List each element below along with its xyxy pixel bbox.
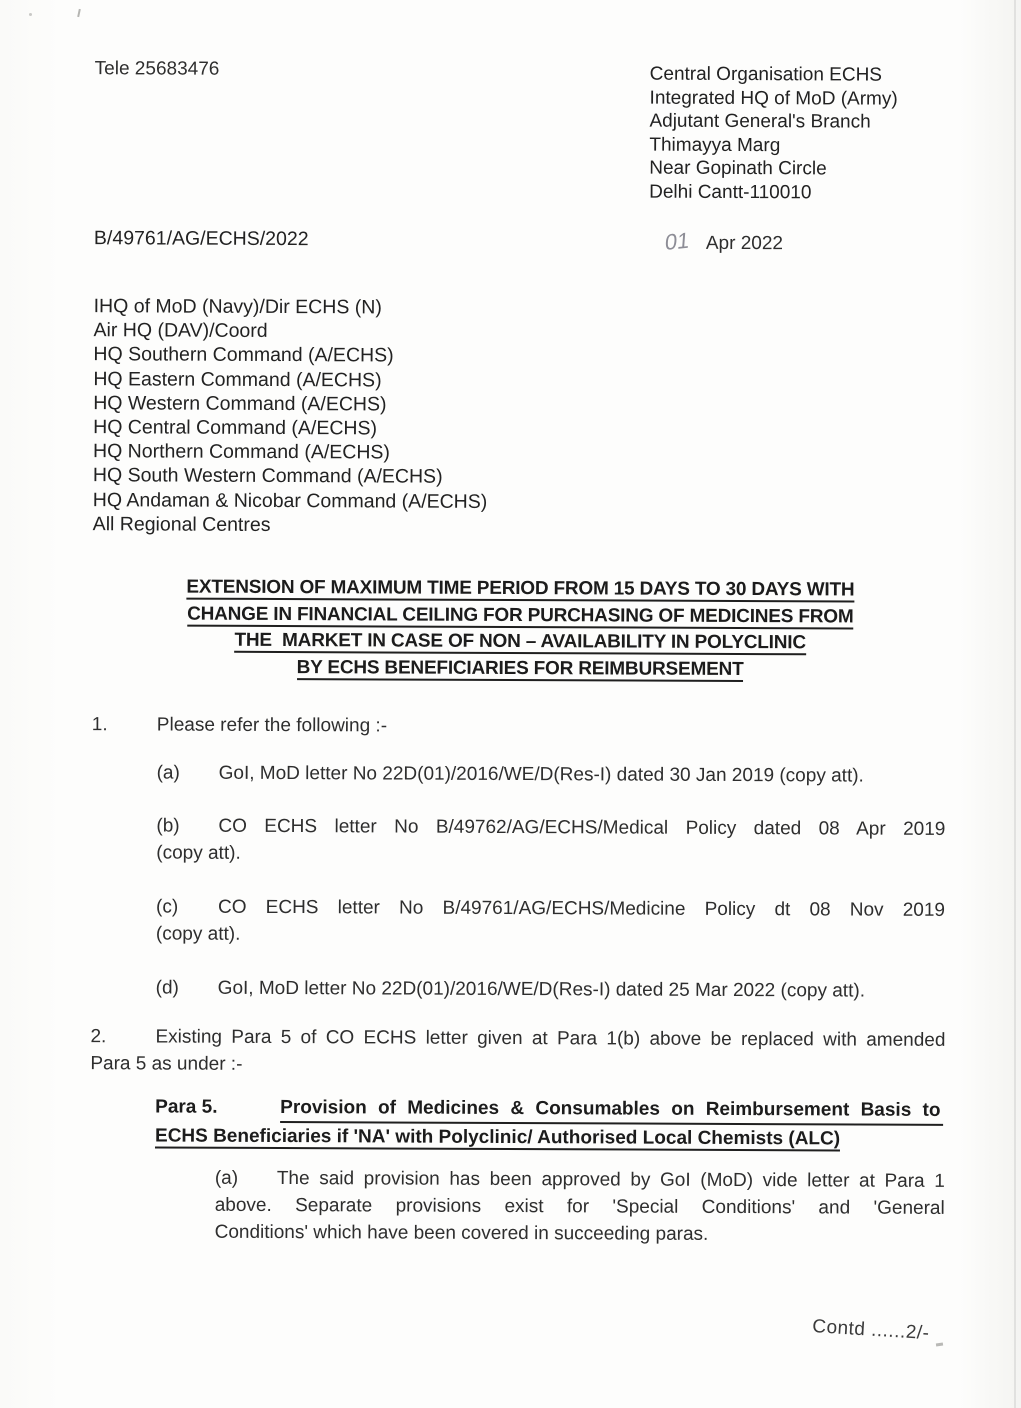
- ref-item-b-line1: (b) CO ECHS letter No B/49762/AG/ECHS/Medical Policy dated 08 Apr 2019: [156, 815, 946, 840]
- reference-number: B/49761/AG/ECHS/2022: [93, 227, 309, 251]
- sender-line: Adjutant General's Branch: [649, 110, 871, 133]
- sender-line: Thimayya Marg: [649, 134, 781, 156]
- para-1-number: 1.: [91, 714, 108, 736]
- addressee-line: HQ Andaman & Nicobar Command (A/ECHS): [92, 488, 488, 513]
- para-5-heading: [155, 1093, 945, 1152]
- addressee-line: HQ Central Command (A/ECHS): [93, 416, 378, 440]
- sender-address-block: [649, 63, 898, 205]
- ref-item-d: (d) GoI, MoD letter No 22D(01)/2016/WE/D(Res-I) dated 25 Mar 2022 (copy att).: [155, 977, 866, 1002]
- sender-line: Near Gopinath Circle: [649, 157, 827, 180]
- para-2-line1: 2. Existing Para 5 of CO ECHS letter given at Para 1(b) above be replaced with amended: [90, 1026, 946, 1051]
- ref-item-c-line1: (c) CO ECHS letter No B/49761/AG/ECHS/Medicine Policy dt 08 Nov 2019: [155, 896, 946, 921]
- para-5-item-a-line1: (a) The said provision has been approved by GoI (MoD) vide letter at Para 1: [215, 1165, 945, 1195]
- addressee-line: HQ Western Command (A/ECHS): [93, 391, 387, 416]
- ref-item-b-label: (b): [156, 815, 180, 837]
- addressee-line: Air HQ (DAV)/Coord: [93, 319, 268, 343]
- ref-item-a: (a) GoI, MoD letter No 22D(01)/2016/WE/D(Res-I) dated 30 Jan 2019 (copy att).: [156, 762, 864, 787]
- para-5-heading-line2: ECHS Beneficiaries if 'NA' with Polyclinic/ Authorised Local Chemists (ALC): [154, 1125, 841, 1150]
- sender-line: Delhi Cantt-110010: [649, 181, 812, 203]
- para-2-number: 2.: [90, 1026, 107, 1048]
- ref-item-d-label: (d): [155, 977, 179, 999]
- subject-line: BY ECHS BENEFICIARIES FOR REIMBURSEMENT: [296, 656, 744, 680]
- addressee-line: HQ Eastern Command (A/ECHS): [93, 367, 382, 392]
- date-day-handwritten: 01: [664, 227, 691, 256]
- addressee-line: All Regional Centres: [92, 513, 271, 536]
- para-1: [92, 712, 947, 742]
- date-month-year: Apr 2022: [705, 232, 784, 255]
- para-2-line2: Para 5 as under :-: [90, 1053, 243, 1075]
- ref-item-b-line2: (copy att).: [156, 842, 241, 864]
- letter-date: [665, 229, 783, 258]
- para-1-intro: Please refer the following :-: [156, 714, 388, 737]
- para-5-item-a-label: (a): [214, 1167, 239, 1189]
- addressee-line: HQ Northern Command (A/ECHS): [92, 440, 390, 464]
- ref-item-c: [156, 894, 945, 950]
- para-5-label: Para 5.: [155, 1096, 218, 1118]
- ref-item-a-label: (a): [156, 762, 180, 784]
- addressee-list: [93, 294, 489, 538]
- para-5-item-a-line2: above. Separate provisions exist for 'Special Conditions' and 'General: [214, 1194, 945, 1219]
- subject-line: CHANGE IN FINANCIAL CEILING FOR PURCHASING OF MEDICINES FROM: [187, 603, 854, 628]
- sender-line: Central Organisation ECHS: [649, 63, 883, 86]
- subject-title: [92, 574, 948, 684]
- subject-line: EXTENSION OF MAXIMUM TIME PERIOD FROM 15 DAYS TO 30 DAYS WITH: [186, 576, 855, 601]
- addressee-line: HQ South Western Command (A/ECHS): [92, 464, 443, 489]
- subject-line: THE MARKET IN CASE OF NON – AVAILABILITY IN POLYCLINIC: [234, 629, 806, 654]
- ref-item-c-label: (c): [155, 896, 179, 918]
- addressee-line: HQ Southern Command (A/ECHS): [93, 343, 394, 367]
- para-5-item-a-line3: Conditions' which have been covered in succeeding paras.: [214, 1221, 709, 1245]
- sender-line: Integrated HQ of MoD (Army): [649, 87, 898, 110]
- continuation-note: Contd ......2/-: [811, 1316, 931, 1345]
- para-2: [90, 1024, 945, 1081]
- ref-item-c-line2: (copy att).: [155, 923, 241, 945]
- para-5-heading-line1: Para 5. Provision of Medicines & Consumables on Reimbursement Basis to: [155, 1093, 945, 1125]
- tele-number: Tele 25683476: [94, 58, 220, 80]
- para-5-item-a: [215, 1165, 945, 1249]
- ref-item-b: [156, 813, 945, 869]
- addressee-line: IHQ of MoD (Navy)/Dir ECHS (N): [93, 295, 382, 319]
